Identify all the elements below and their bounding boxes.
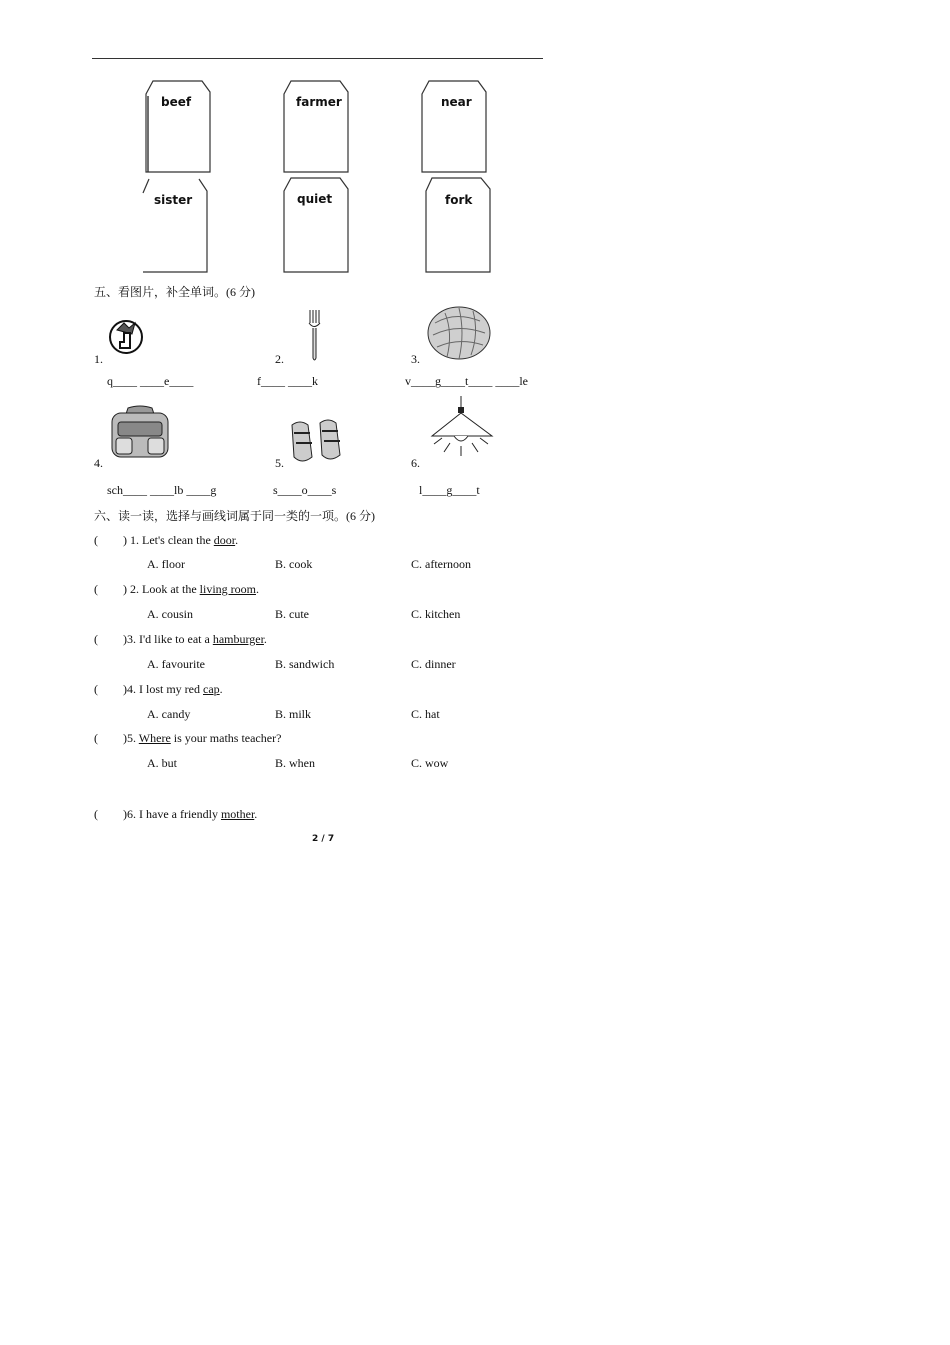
fill-blank-word: s____o____s bbox=[273, 483, 337, 497]
section-five-title: 五、看图片，补全单词。(6 分) bbox=[94, 285, 255, 299]
question-text bbox=[123, 582, 259, 597]
fill-blank-word: v____g____t____ ____le bbox=[405, 374, 528, 388]
underlined-word: Where bbox=[138, 731, 171, 745]
question-text bbox=[123, 731, 281, 746]
question-text bbox=[123, 533, 238, 548]
question-pre: 1. Let's clean the bbox=[127, 533, 214, 547]
card-word: sister bbox=[154, 193, 193, 207]
word-card bbox=[145, 80, 215, 176]
option-b: B. cook bbox=[275, 557, 313, 571]
option-c: C. afternoon bbox=[411, 557, 471, 571]
underlined-word: door bbox=[213, 533, 236, 547]
answer-paren-open[interactable]: ( bbox=[94, 582, 98, 596]
shoes-icon bbox=[288, 419, 344, 465]
page-number: 2 / 7 bbox=[312, 834, 335, 844]
schoolbag-icon bbox=[106, 404, 174, 460]
card-word: near bbox=[441, 95, 472, 109]
answer-paren-close: ) bbox=[123, 682, 127, 696]
option-b: B. cute bbox=[275, 607, 309, 621]
item-number: 5. bbox=[275, 456, 284, 470]
question-pre: 5. bbox=[127, 731, 139, 745]
card-word: beef bbox=[161, 95, 192, 109]
fork-icon bbox=[305, 308, 325, 363]
question-pre: 6. I have a friendly bbox=[127, 807, 221, 821]
question-post: . bbox=[256, 582, 259, 596]
item-number: 6. bbox=[411, 456, 420, 470]
item-number: 4. bbox=[94, 456, 103, 470]
answer-paren-open[interactable]: ( bbox=[94, 533, 98, 547]
word-card bbox=[283, 177, 353, 273]
option-b: B. when bbox=[275, 756, 315, 770]
option-b: B. milk bbox=[275, 707, 312, 721]
answer-paren-open[interactable]: ( bbox=[94, 731, 98, 745]
lamp-icon bbox=[428, 396, 496, 464]
option-a: A. favourite bbox=[147, 657, 205, 671]
queen-icon bbox=[108, 314, 168, 364]
answer-paren-close: ) bbox=[123, 632, 127, 646]
card-word: quiet bbox=[297, 192, 333, 206]
option-c: C. dinner bbox=[411, 657, 456, 671]
question-pre: 4. I lost my red bbox=[127, 682, 203, 696]
cabbage-icon bbox=[425, 303, 495, 361]
section-six-title: 六、读一读，选择与画线词属于同一类的一项。(6 分) bbox=[94, 509, 375, 523]
word-card bbox=[421, 80, 491, 176]
question-post: . bbox=[263, 632, 267, 646]
fill-blank-word: f____ ____k bbox=[257, 374, 318, 388]
underlined-word: living room bbox=[199, 582, 256, 596]
option-c: C. kitchen bbox=[411, 607, 461, 621]
question-pre: 3. I'd like to eat a bbox=[127, 632, 213, 646]
option-b: B. sandwich bbox=[275, 657, 335, 671]
underlined-word: hamburger bbox=[212, 632, 264, 646]
option-a: A. cousin bbox=[147, 607, 193, 621]
answer-paren-open[interactable]: ( bbox=[94, 632, 98, 646]
word-card bbox=[424, 177, 494, 273]
answer-paren-open[interactable]: ( bbox=[94, 682, 98, 696]
option-a: A. but bbox=[147, 756, 177, 770]
word-card bbox=[283, 80, 353, 176]
question-post: is your maths teacher? bbox=[170, 731, 282, 745]
card-word: farmer bbox=[296, 95, 342, 109]
answer-paren-close: ) bbox=[123, 533, 127, 547]
word-card bbox=[141, 177, 211, 273]
item-number: 2. bbox=[275, 352, 284, 366]
fill-blank-word: l____g____t bbox=[419, 483, 480, 497]
question-text bbox=[123, 682, 223, 697]
answer-paren-open[interactable]: ( bbox=[94, 807, 98, 821]
option-c: C. hat bbox=[411, 707, 440, 721]
answer-paren-close: ) bbox=[123, 582, 127, 596]
option-a: A. floor bbox=[147, 557, 185, 571]
card-word: fork bbox=[445, 193, 473, 207]
item-number: 1. bbox=[94, 352, 103, 366]
question-post: . bbox=[235, 533, 239, 547]
fill-blank-word: sch____ ____lb ____g bbox=[107, 483, 217, 497]
question-pre: 2. Look at the bbox=[127, 582, 200, 596]
answer-paren-close: ) bbox=[123, 731, 127, 745]
question-text bbox=[123, 807, 257, 822]
underlined-word: mother bbox=[220, 807, 255, 821]
question-post: . bbox=[219, 682, 223, 696]
header-rule bbox=[92, 58, 543, 59]
fill-blank-word: q____ ____e____ bbox=[107, 374, 194, 388]
question-post: . bbox=[254, 807, 258, 821]
option-a: A. candy bbox=[147, 707, 191, 721]
option-c: C. wow bbox=[411, 756, 449, 770]
underlined-word: cap bbox=[203, 682, 220, 696]
item-number: 3. bbox=[411, 352, 420, 366]
question-text bbox=[123, 632, 267, 647]
answer-paren-close: ) bbox=[123, 807, 127, 821]
